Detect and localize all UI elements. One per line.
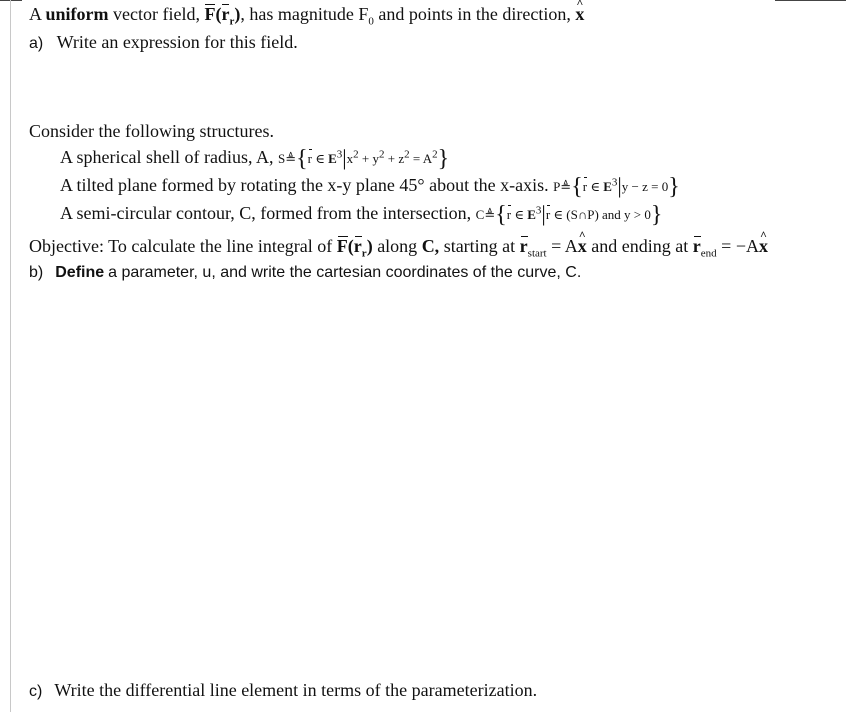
objective-text-2: along — [377, 236, 418, 256]
intro-uniform: uniform — [45, 4, 109, 24]
objective-field: $F(r_r)$ — [336, 236, 373, 260]
plane-set: P≜{r ∈ $E^3|y - z = 0$} — [553, 173, 680, 200]
intro-text-d: and points in the direction, — [378, 4, 571, 24]
top-rule-right — [775, 0, 846, 1]
objective-end: $r_{end} = -Ax$ ^ — [693, 236, 768, 256]
shell-text: A spherical shell of radius, A, — [60, 147, 274, 167]
plane-text: A tilted plane formed by rotating the x-y plane 45° about the x-axis. — [60, 175, 549, 195]
field-symbol: $F(r_r)$ — [204, 4, 241, 28]
question-b — [29, 262, 581, 284]
question-b-label: b) — [29, 264, 44, 281]
objective-line — [29, 235, 768, 260]
question-c — [29, 679, 537, 703]
question-a-text: Write an expression for this field. — [56, 32, 298, 52]
left-border — [10, 0, 11, 712]
shell-set: S≜{r ∈ $E^3|x^2 + y^2 + z^2 = A^2$} — [277, 145, 450, 172]
plane-line — [60, 174, 680, 198]
objective-text-3: starting at — [443, 236, 516, 256]
intro-text-a: A — [29, 4, 42, 24]
intro-text-c: , has magnitude F — [240, 4, 369, 24]
objective-text-4: and ending at — [591, 236, 689, 256]
direction-x-hat: x ^ — [575, 3, 584, 25]
intro-text-b: vector field, — [113, 4, 200, 24]
question-b-bold: Define — [55, 264, 105, 281]
objective-c: C, — [421, 236, 440, 256]
objective-start: $r_{start} = Ax$ ^ — [520, 236, 587, 256]
question-b-text: a parameter, u, and write the cartesian coordinates of the curve, C. — [108, 264, 582, 281]
question-c-text: Write the differential line element in terms of the parameterization. — [54, 680, 538, 700]
contour-line — [60, 202, 662, 226]
intro-line — [29, 3, 585, 28]
shell-line — [60, 146, 449, 170]
question-a — [29, 31, 298, 55]
consider-heading: Consider the following structures. — [29, 121, 274, 141]
contour-set: C≜{r ∈ $E^3|r$ ∈ (S∩P) and y > 0} — [475, 201, 663, 228]
objective-text-1: Objective: To calculate the line integral of — [29, 236, 333, 256]
intro-subscript: 0 — [368, 15, 374, 28]
contour-text: A semi-circular contour, C, formed from the intersection, — [60, 203, 472, 223]
question-a-label: a) — [29, 35, 44, 52]
top-rule-left — [0, 0, 22, 1]
question-c-label: c) — [29, 683, 43, 700]
